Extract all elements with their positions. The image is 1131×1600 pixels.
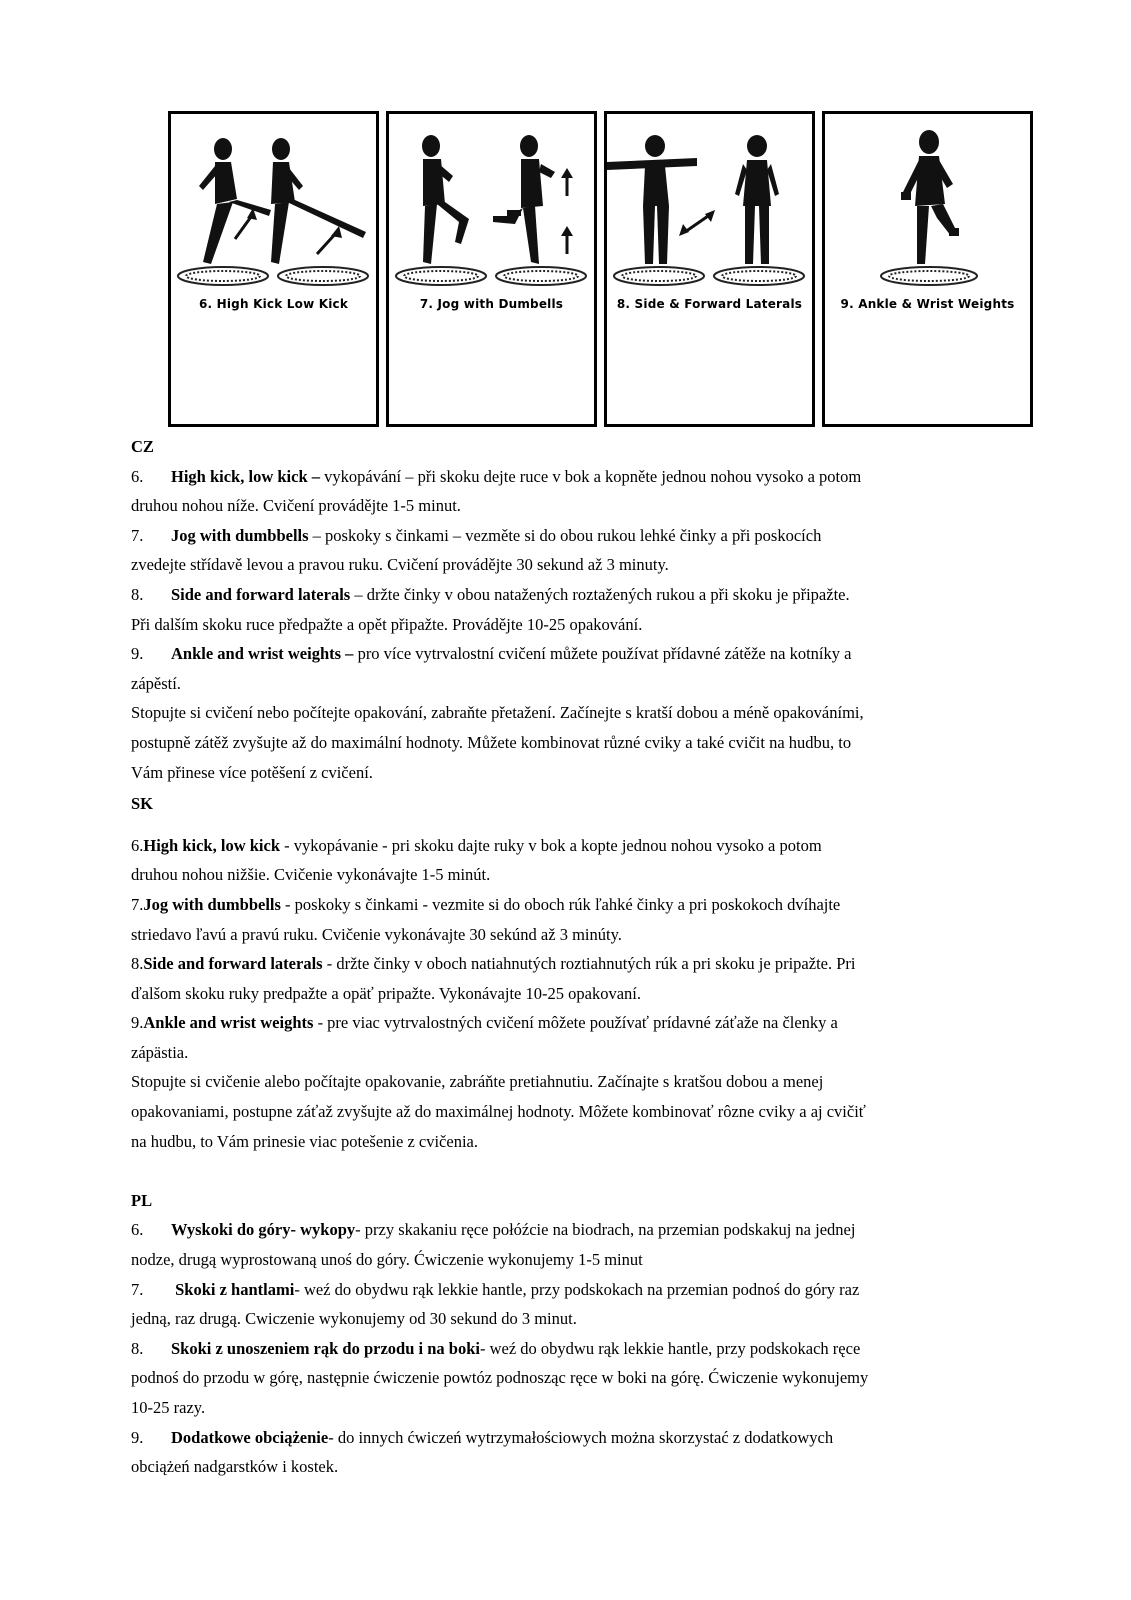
pl-item-8-cont: podnoś do przodu w górę, następnie ćwiczenie powtóz podnosząc ręce w boki na górę. Ćwiczenie wykonujemy xyxy=(131,1368,869,1388)
pl-item-6-cont: nodze, drugą wyprostowaną unoś do góry. Ćwiczenie wykonujemy 1-5 minut xyxy=(131,1250,643,1270)
cz-item-7: 7. Jog with dumbbells – poskoky s činkami – vezměte si do obou rukou lehké činky a při poskocích xyxy=(131,525,822,545)
section-heading-pl: PL xyxy=(131,1190,153,1210)
panel-laterals xyxy=(604,111,815,427)
sk-item-8: 8.Side and forward laterals - držte činky v oboch natiahnutých roztiahnutých rúk a pri skoku je pripažte. Pri xyxy=(131,954,856,974)
section-heading-cz: CZ xyxy=(131,437,154,456)
sk-closing-2: opakovaniami, postupne záťaž zvyšujte až do maximálnej hodnoty. Môžete kombinovať rôzne cviky a aj cvičiť xyxy=(131,1102,866,1122)
laterals-figure xyxy=(607,114,812,424)
cz-item-7-cont: zvedejte střídavě levou a pravou ruku. Cvičení provádějte 30 sekund až 3 minuty. xyxy=(131,555,669,575)
cz-closing-1: Stopujte si cvičení nebo počítejte opakování, zabraňte přetažení. Začínejte s kratší dobou a méně opakováními, xyxy=(131,703,864,723)
sk-closing-1: Stopujte si cvičenie alebo počítajte opakovanie, zabráňte pretiahnutiu. Začínajte s kratšou dobou a menej xyxy=(131,1072,824,1092)
panel-caption: 8. Side & Forward Laterals xyxy=(616,297,803,311)
high-kick-figure xyxy=(171,114,376,424)
pl-item-7: 7. Skoki z hantlami- weź do obydwu rąk lekkie hantle, przy podskokach na przemian podnoś do góry raz xyxy=(131,1279,860,1299)
pl-item-8: 8. Skoki z unoszeniem rąk do przodu i na boki- weź do obydwu rąk lekkie hantle, przy podskokach ręce xyxy=(131,1338,861,1358)
cz-item-6-cont: druhou nohou níže. Cvičení provádějte 1-5 minut. xyxy=(131,496,461,516)
pl-item-9-cont: obciążeń nadgarstków i kostek. xyxy=(131,1457,339,1477)
pl-item-7-cont: jedną, raz drugą. Cwiczenie wykonujemy od 30 sekund do 3 minut. xyxy=(131,1309,577,1329)
sk-item-9: 9.Ankle and wrist weights - pre viac vytrvalostných cvičení môžete používať prídavné záťaže na členky a xyxy=(131,1013,838,1033)
cz-item-8: 8. Side and forward laterals – držte činky v obou natažených roztažených rukou a při skoku je připažte. xyxy=(131,584,850,604)
cz-item-6: 6. High kick, low kick – vykopávání – při skoku dejte ruce v bok a kopněte jednou nohou vysoko a potom xyxy=(131,466,862,486)
pl-item-6: 6. Wyskoki do góry- wykopy- przy skakaniu ręce połóźcie na biodrach, na przemian podskakuj na jednej xyxy=(131,1220,856,1240)
panel-caption: 9. Ankle & Wrist Weights xyxy=(840,297,1015,311)
cz-item-9: 9. Ankle and wrist weights – pro více vytrvalostní cvičení můžete používat přídavné zátěže na kotníky a xyxy=(131,644,852,664)
sk-item-9-cont: zápästia. xyxy=(131,1042,189,1062)
pl-item-8-cont-2: 10-25 razy. xyxy=(131,1398,206,1417)
sk-item-6-cont: druhou nohou nižšie. Cvičenie vykonávajte 1-5 minút. xyxy=(131,865,491,885)
cz-closing-3: Vám přinese více potěšení z cvičení. xyxy=(131,762,373,782)
section-heading-sk: SK xyxy=(131,794,154,814)
pl-item-9: 9. Dodatkowe obciążenie- do innych ćwiczeń wytrzymałościowych można skorzystać z dodatkowych xyxy=(131,1427,834,1447)
sk-item-7-cont: striedavo ľavú a pravú ruku. Cvičenie vykonávajte 30 sekúnd až 3 minúty. xyxy=(131,924,622,944)
panel-weights xyxy=(822,111,1033,427)
sk-item-7: 7.Jog with dumbbells - poskoky s činkami - vezmite si do oboch rúk ľahké činky a pri poskokoch dvíhajte xyxy=(131,894,841,914)
panel-caption: 6. High Kick Low Kick xyxy=(198,297,349,311)
cz-item-8-cont: Při dalším skoku ruce předpažte a opět připažte. Provádějte 10-25 opakování. xyxy=(131,614,643,634)
panel-caption: 7. Jog with Dumbells xyxy=(419,297,564,311)
panel-jog-dumbbells xyxy=(386,111,597,427)
jog-dumbbells-figure xyxy=(389,114,594,424)
weights-figure xyxy=(825,114,1030,424)
instructions-text xyxy=(131,432,991,1482)
sk-item-8-cont: ďalšom skoku ruky predpažte a opäť pripažte. Vykonávajte 10-25 opakovaní. xyxy=(131,983,641,1003)
sk-closing-3: na hudbu, to Vám prinesie viac potešenie z cvičenia. xyxy=(131,1131,478,1151)
sk-item-6: 6.High kick, low kick - vykopávanie - pri skoku dajte ruky v bok a kopte jednou nohou vysoko a potom xyxy=(131,835,822,855)
exercise-illustrations xyxy=(168,111,1053,429)
panel-high-kick xyxy=(168,111,379,427)
cz-item-9-cont: zápěstí. xyxy=(131,673,181,693)
cz-closing-2: postupně zátěž zvyšujte až do maximální hodnoty. Můžete kombinovat různé cviky a také cvičit na hudbu, to xyxy=(131,732,852,752)
